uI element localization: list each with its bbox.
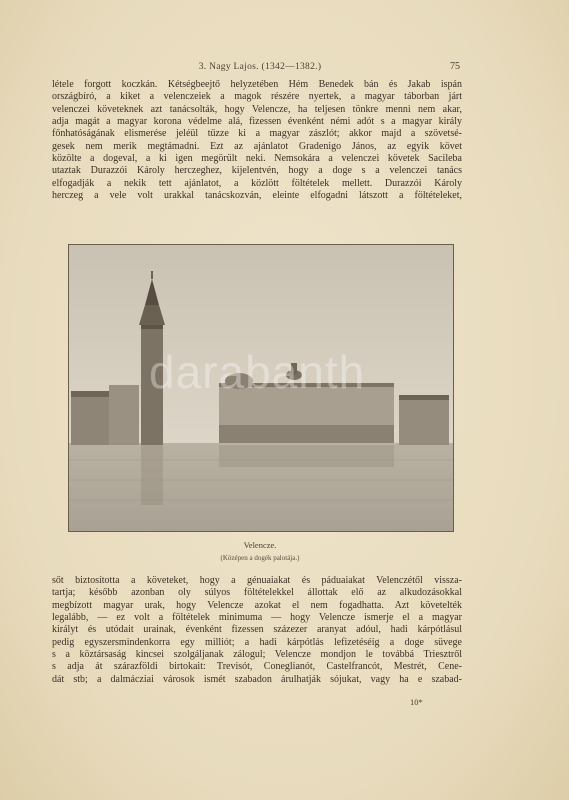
text-line: gesek nem merik megtámadni. Ezt az ajánlatot Gradenigo János, az egyik követ: [52, 140, 462, 152]
text-line: megbízott magyar urak, hogy Velencze azokat el nem fogadhatta. Azt követelték: [52, 599, 462, 611]
text-line: legalább, — ez volt a föltételek minimuma — hogy Velencze ismerje el a magyar: [52, 612, 462, 624]
text-line: közölte a dogeval, a ki igen megörült neki. Nemsokára a velenczei követek Sacileba: [52, 153, 462, 165]
text-line: sőt biztosította a követeket, hogy a génuaiakat és páduaiakat Velenczétől vissza-: [52, 575, 462, 586]
signature-mark: 10*: [410, 697, 423, 707]
text-line: herczeg a vele volt urakkal tanácskozván, eleinte elfogadni látszott a föltételeket,: [52, 190, 462, 202]
text-line: elfogadják a nekik tett ajánlatot, a közlött föltételek mellett. Durazzói Károly: [52, 177, 462, 189]
venice-illustration: [68, 244, 454, 532]
text-line: királyt és utódait urainak, évenként fizessen százezer aranyat adóul, hadi kárpótlásul: [52, 624, 462, 636]
watermark: darabanth: [149, 346, 366, 398]
text-line: főnhatóságának elismerése jeléül tűzze ki a magyar zászlót; akkor majd a szövetsé-: [52, 128, 462, 140]
top-paragraph: [52, 79, 462, 202]
bottom-paragraph: [52, 575, 462, 686]
text-line: velenczei követeknek azt tanácsolták, hogy Velencze, ha teljesen tönkre menni nem akar,: [52, 103, 462, 115]
text-line: utaztak Durazzói Károly herczeghez, kijelentvén, hogy a doge s a velenczei tanács: [52, 165, 462, 177]
text-line: pedig egyszersmindenkorra egy milliót; a hadi kárpótlás lefizetéséig a doge süvege: [52, 636, 462, 648]
text-line: országbíró, a kiket a velenczeiek a magok részére nyertek, a magyar táborban járt: [52, 91, 462, 103]
text-line: s adja át szárazföldi birtokait: Trevisót, Coneglianót, Castelfrancót, Mestrét, Cene-: [52, 661, 462, 673]
figure-caption: Velencze.: [243, 540, 277, 550]
text-line: adja magát a magyar korona védelme alá, fizessen évenként némi adót s a magyar király: [52, 116, 462, 128]
page-number: 75: [450, 61, 460, 72]
running-head: 3. Nagy Lajos. (1342—1382.): [198, 62, 322, 72]
text-line: létele forgott koczkán. Kétségbeejtő helyzetében Hém Benedek bán és Jakab ispán: [52, 79, 462, 90]
text-line: dát stb; a dalmácziai városok ismét szabadon árulhatják sójukat, vagy ha e szabad-: [52, 673, 462, 685]
figure-subcaption: (Középen a dogék palotája.): [220, 554, 300, 562]
text-line: tartja; később azonban oly súlyos föltételekkel állottak elő az alkudozásokkal: [52, 587, 462, 599]
text-line: s a köztársaság kincsei szolgáljanak zálogul; Velencze mondjon le továbbá Triesztről: [52, 649, 462, 661]
